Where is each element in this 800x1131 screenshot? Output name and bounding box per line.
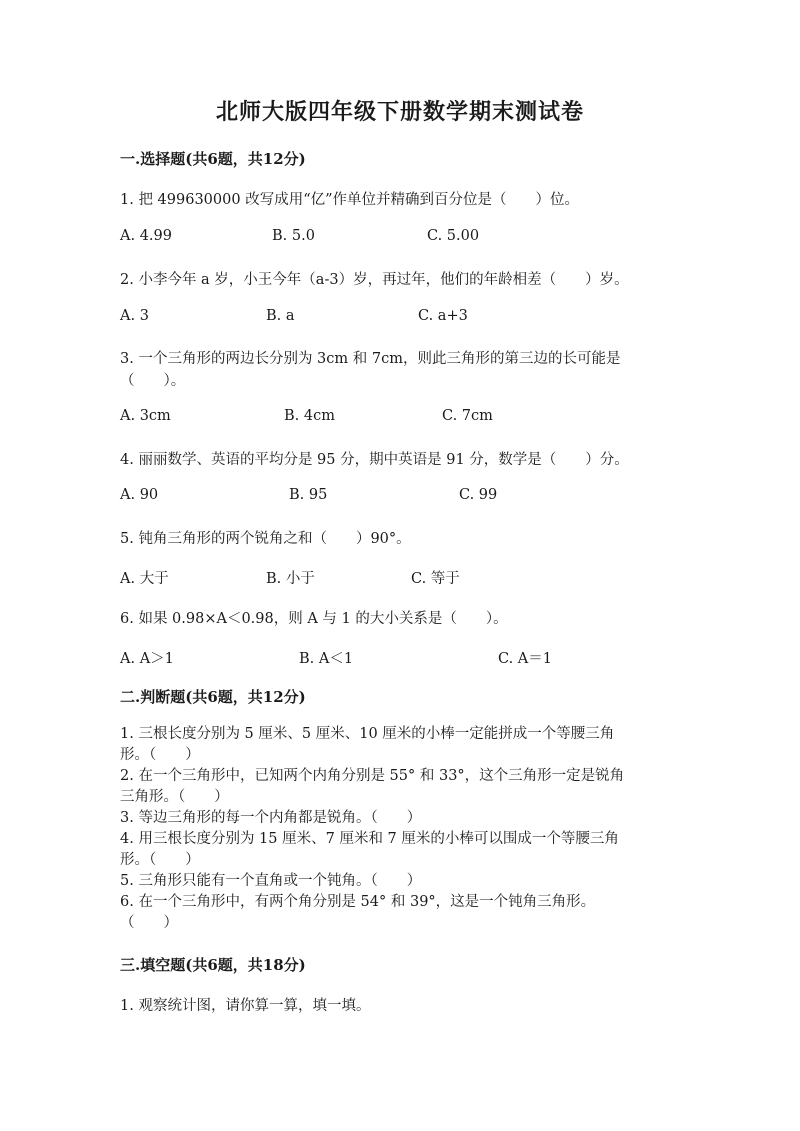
judge-line: 4. 用三根长度分别为 15 厘米、7 厘米和 7 厘米的小棒可以围成一个等腰三角: [120, 831, 619, 847]
fill-question-1: 1. 观察统计图，请你算一算，填一填。: [120, 998, 371, 1014]
option-c: C. a+3: [418, 308, 468, 324]
option-b: B. a: [266, 308, 295, 324]
option-c: C. 等于: [411, 571, 460, 587]
option-b: B. 小于: [266, 571, 315, 587]
option-c: C. 5.00: [427, 228, 480, 244]
question-2: 2. 小李今年 a 岁，小王今年（a-3）岁，再过年，他们的年龄相差（ ）岁。: [120, 272, 629, 288]
section-heading-judge: 二.判断题(共6题，共12分): [120, 688, 306, 706]
option-c: C. 7cm: [442, 408, 493, 424]
question-3-line-1: 3. 一个三角形的两边长分别为 3cm 和 7cm，则此三角形的第三边的长可能是: [120, 351, 621, 367]
judge-line: 形。（ ）: [120, 852, 200, 868]
option-a: A. A＞1: [120, 651, 174, 667]
judge-line: 三角形。（ ）: [120, 789, 229, 805]
section-heading-fill: 三.填空题(共6题，共18分): [120, 956, 306, 974]
option-b: B. 4cm: [284, 408, 335, 424]
question-4: 4. 丽丽数学、英语的平均分是 95 分，期中英语是 91 分，数学是（ ）分。: [120, 452, 629, 468]
judge-line: 6. 在一个三角形中，有两个角分别是 54° 和 39°，这是一个钝角三角形。: [120, 894, 596, 910]
option-c: C. 99: [459, 487, 498, 503]
option-a: A. 3: [120, 308, 149, 324]
option-b: B. 5.0: [272, 228, 315, 244]
judge-line: 2. 在一个三角形中，已知两个内角分别是 55° 和 33°，这个三角形一定是锐角: [120, 768, 625, 784]
judge-line: 1. 三根长度分别为 5 厘米、5 厘米、10 厘米的小棒一定能拼成一个等腰三角: [120, 726, 615, 742]
judge-line: 5. 三角形只能有一个直角或一个钝角。（ ）: [120, 873, 422, 889]
question-5: 5. 钝角三角形的两个锐角之和（ ）90°。: [120, 531, 411, 547]
judge-line: （ ）: [120, 915, 178, 931]
judge-line: 3. 等边三角形的每一个内角都是锐角。（ ）: [120, 810, 422, 826]
question-6: 6. 如果 0.98×A＜0.98，则 A 与 1 的大小关系是（ ）。: [120, 611, 508, 627]
question-3-line-2: （ ）。: [120, 373, 186, 389]
judge-line: 形。（ ）: [120, 747, 200, 763]
option-a: A. 大于: [120, 571, 169, 587]
option-a: A. 4.99: [120, 228, 172, 244]
option-a: A. 3cm: [120, 408, 171, 424]
option-a: A. 90: [120, 487, 159, 503]
option-b: B. A＜1: [299, 651, 354, 667]
page-title: 北师大版四年级下册数学期末测试卷: [215, 99, 584, 125]
option-c: C. A＝1: [498, 651, 552, 667]
question-1: 1. 把 499630000 改写成用“亿”作单位并精确到百分位是（ ）位。: [120, 192, 580, 208]
option-b: B. 95: [289, 487, 328, 503]
section-heading-choice: 一.选择题(共6题，共12分): [120, 150, 306, 168]
